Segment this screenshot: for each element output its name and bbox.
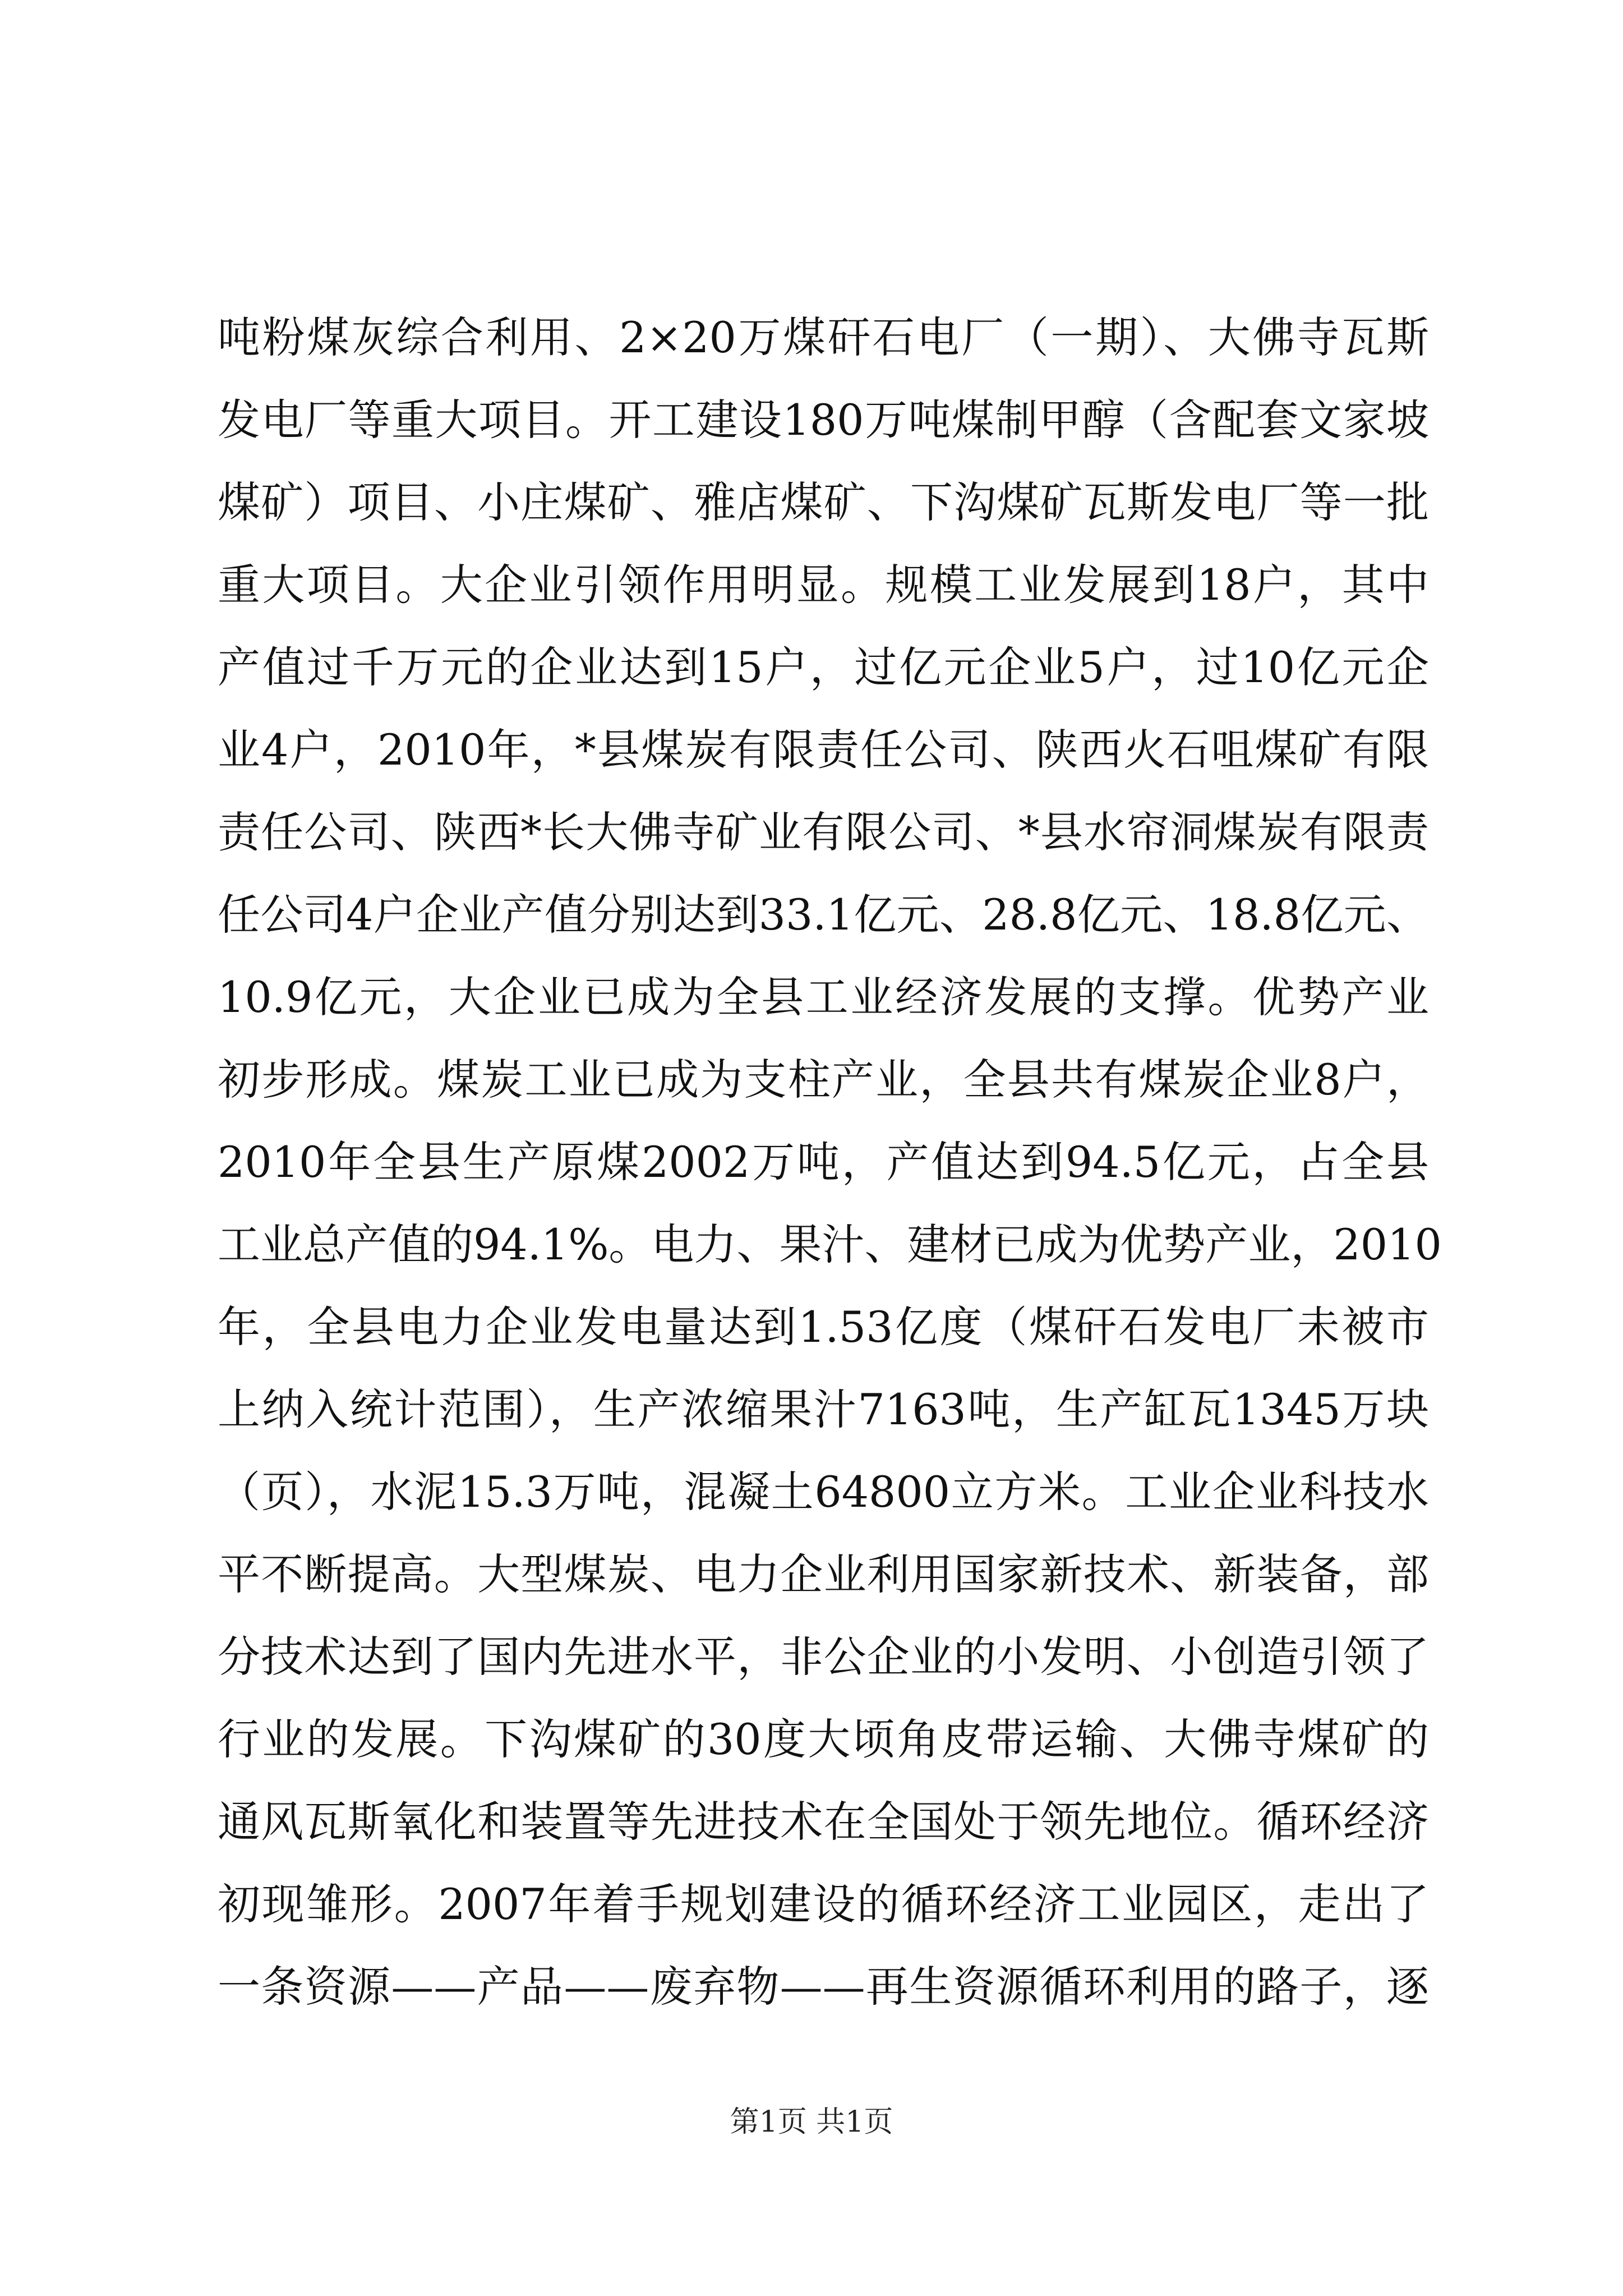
text-line: 初现雏形。2007年着手规划建设的循环经济工业园区，走出了: [218, 1879, 1429, 1929]
text-line: 煤矿）项目、小庄煤矿、雅店煤矿、下沟煤矿瓦斯发电厂等一批: [218, 477, 1429, 527]
body-text: [218, 296, 1442, 2028]
text-line: 10.9亿元，大企业已成为全县工业经济发展的支撑。优势产业: [218, 972, 1429, 1022]
text-line: 行业的发展。下沟煤矿的30度大顷角皮带运输、大佛寺煤矿的: [218, 1714, 1429, 1764]
text-line: 发电厂等重大项目。开工建设180万吨煤制甲醇（含配套文家坡: [218, 395, 1429, 445]
text-line: 责任公司、陕西*长大佛寺矿业有限公司、*县水帘洞煤炭有限责: [218, 807, 1429, 857]
page-footer: [0, 2102, 1623, 2142]
text-line: （页），水泥15.3万吨，混凝土64800立方米。工业企业科技水: [218, 1467, 1429, 1517]
text-line: 平不断提高。大型煤炭、电力企业利用国家新技术、新装备，部: [218, 1549, 1429, 1599]
text-line: 初步形成。煤炭工业已成为支柱产业，全县共有煤炭企业8户，: [218, 1055, 1429, 1105]
text-line: 产值过千万元的企业达到15户，过亿元企业5户，过10亿元企: [218, 642, 1429, 692]
text-line: 一条资源——产品——废弃物——再生资源循环利用的路子，逐: [218, 1962, 1429, 2012]
text-line: 2010年全县生产原煤2002万吨，产值达到94.5亿元，占全县: [218, 1137, 1429, 1187]
text-line: 任公司4户企业产值分别达到33.1亿元、28.8亿元、18.8亿元、: [218, 890, 1429, 940]
text-line: 通风瓦斯氧化和装置等先进技术在全国处于领先地位。循环经济: [218, 1797, 1429, 1847]
text-line: 工业总产值的94.1%。电力、果汁、建材已成为优势产业，2010: [218, 1220, 1442, 1269]
text-line: 年，全县电力企业发电量达到1.53亿度（煤矸石发电厂未被市: [218, 1302, 1429, 1352]
page-number: 第1页 共1页: [730, 2105, 893, 2139]
text-line: 业4户，2010年，*县煤炭有限责任公司、陕西火石咀煤矿有限: [218, 725, 1429, 775]
text-line: 吨粉煤灰综合利用、2×20万煤矸石电厂（一期）、大佛寺瓦斯: [218, 312, 1429, 362]
text-line: 上纳入统计范围），生产浓缩果汁7163吨，生产缸瓦1345万块: [218, 1384, 1429, 1434]
text-line: 分技术达到了国内先进水平，非公企业的小发明、小创造引领了: [218, 1632, 1429, 1682]
text-line: 重大项目。大企业引领作用明显。规模工业发展到18户，其中: [218, 560, 1429, 610]
